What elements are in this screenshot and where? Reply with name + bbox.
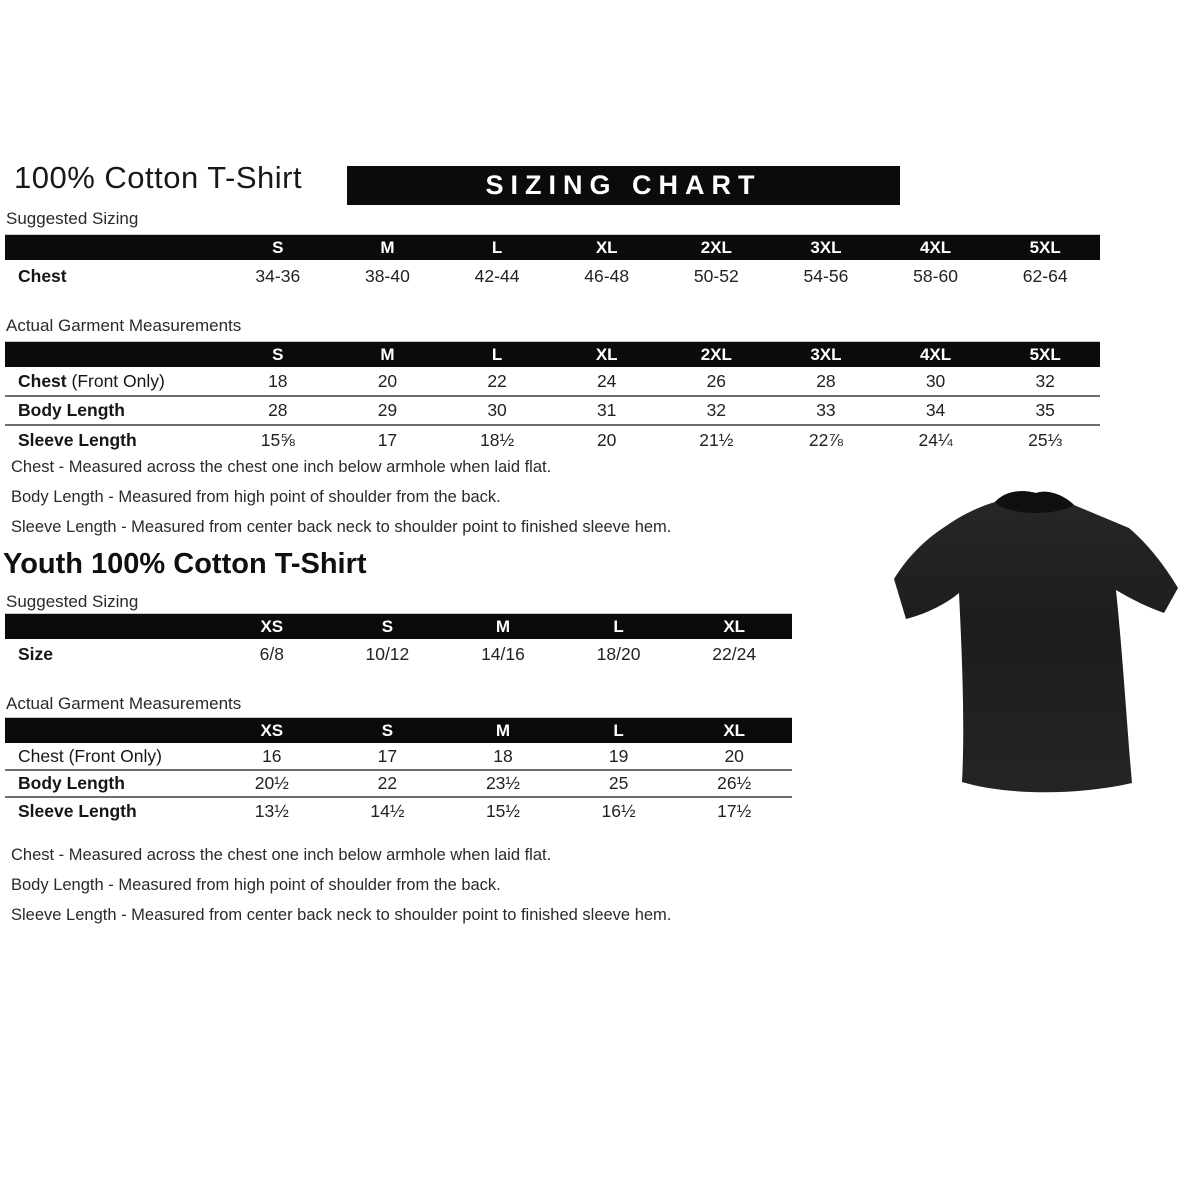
size-column-header: 5XL bbox=[990, 235, 1100, 261]
measurement-cell: 20 bbox=[552, 425, 662, 454]
size-column-header: XL bbox=[552, 235, 662, 261]
measurement-cell: 29 bbox=[333, 396, 443, 425]
size-column-header: 5XL bbox=[990, 342, 1100, 368]
measurement-cell: 18/20 bbox=[596, 644, 641, 664]
table-header-row bbox=[5, 342, 1100, 368]
table-corner-cell bbox=[5, 614, 214, 640]
row-label: Chest bbox=[18, 266, 67, 286]
measurement-cell: 26 bbox=[706, 370, 727, 391]
measurement-cell: 6/8 bbox=[259, 644, 284, 664]
table-row bbox=[5, 770, 792, 797]
measurement-cell: 10/12 bbox=[365, 644, 410, 664]
measurement-cell: 30 bbox=[925, 370, 946, 391]
size-column-header: S bbox=[223, 342, 333, 368]
row-label: Body Length bbox=[5, 396, 223, 425]
adult-measurement-notes bbox=[11, 452, 671, 542]
table-header-row bbox=[5, 235, 1100, 261]
row-label: Chest (Front Only) bbox=[18, 745, 162, 766]
note-line: Body Length - Measured from high point of shoulder from the back. bbox=[11, 876, 501, 894]
table-row bbox=[5, 367, 1100, 396]
tshirt-body bbox=[894, 491, 1178, 792]
youth-measurement-notes bbox=[11, 840, 671, 930]
measurement-cell: 20 bbox=[724, 745, 744, 766]
size-column-header: 3XL bbox=[771, 235, 881, 261]
measurement-cell: 23½ bbox=[445, 770, 561, 797]
size-column-header: 2XL bbox=[662, 342, 772, 368]
sizing-chart-banner: SIZING CHART bbox=[347, 166, 900, 205]
table-row bbox=[5, 260, 1100, 293]
youth-suggested-sizing-table bbox=[5, 613, 792, 670]
measurement-cell: 14½ bbox=[330, 797, 446, 824]
measurement-cell: 46-48 bbox=[584, 266, 630, 286]
youth-actual-measurements-label: Actual Garment Measurements bbox=[6, 694, 242, 713]
row-label: Body Length bbox=[5, 770, 214, 797]
size-column-header: XS bbox=[214, 614, 330, 640]
note-line: Chest - Measured across the chest one inch below armhole when laid flat. bbox=[11, 458, 552, 476]
size-column-header: S bbox=[330, 614, 446, 640]
measurement-cell: 50-52 bbox=[693, 266, 739, 286]
youth-actual-measurements-table bbox=[5, 717, 792, 824]
measurement-cell: 22/24 bbox=[712, 644, 757, 664]
measurement-cell: 34 bbox=[881, 396, 991, 425]
measurement-cell: 33 bbox=[771, 396, 881, 425]
measurement-cell: 14/16 bbox=[481, 644, 525, 664]
measurement-cell: 17 bbox=[377, 745, 398, 766]
measurement-cell: 22⅞ bbox=[771, 425, 881, 454]
measurement-cell: 13½ bbox=[214, 797, 330, 824]
measurement-cell: 42-44 bbox=[474, 266, 520, 286]
measurement-cell: 22 bbox=[487, 370, 507, 391]
adult-suggested-sizing-label: Suggested Sizing bbox=[6, 209, 139, 228]
page-title: 100% Cotton T-Shirt bbox=[14, 160, 303, 195]
measurement-cell: 38-40 bbox=[365, 266, 410, 286]
note-line: Chest - Measured across the chest one inch below armhole when laid flat. bbox=[11, 846, 552, 864]
size-column-header: M bbox=[333, 342, 443, 368]
size-column-header: M bbox=[445, 614, 561, 640]
size-column-header: 4XL bbox=[881, 342, 991, 368]
table-row bbox=[5, 639, 792, 670]
note-line: Sleeve Length - Measured from center back neck to shoulder point to finished sleeve hem. bbox=[11, 518, 672, 536]
note-line: Sleeve Length - Measured from center back neck to shoulder point to finished sleeve hem. bbox=[11, 906, 672, 924]
note-line: Body Length - Measured from high point of shoulder from the back. bbox=[11, 488, 501, 506]
size-column-header: XL bbox=[676, 718, 792, 744]
measurement-cell: 18 bbox=[268, 370, 288, 391]
size-column-header: 4XL bbox=[881, 235, 991, 261]
measurement-cell: 62-64 bbox=[1022, 266, 1068, 286]
size-column-header: S bbox=[223, 235, 333, 261]
measurement-cell: 35 bbox=[990, 396, 1100, 425]
measurement-cell: 20 bbox=[377, 370, 398, 391]
youth-suggested-sizing-label: Suggested Sizing bbox=[6, 592, 139, 611]
measurement-cell: 24¼ bbox=[881, 425, 991, 454]
measurement-cell: 22 bbox=[330, 770, 446, 797]
measurement-cell: 17½ bbox=[676, 797, 792, 824]
measurement-cell: 31 bbox=[552, 396, 662, 425]
size-column-header: XL bbox=[676, 614, 792, 640]
youth-section-title: Youth 100% Cotton T-Shirt bbox=[3, 548, 367, 580]
table-row bbox=[5, 425, 1100, 454]
measurement-cell: 28 bbox=[816, 370, 836, 391]
size-column-header: XS bbox=[214, 718, 330, 744]
measurement-cell: 32 bbox=[1035, 370, 1055, 391]
size-column-header: 3XL bbox=[771, 342, 881, 368]
adult-actual-measurements-table bbox=[5, 341, 1100, 454]
measurement-cell: 16 bbox=[262, 745, 282, 766]
size-column-header: L bbox=[442, 342, 552, 368]
size-column-header: L bbox=[442, 235, 552, 261]
measurement-cell: 34-36 bbox=[255, 266, 301, 286]
adult-actual-measurements-label: Actual Garment Measurements bbox=[6, 316, 242, 335]
row-label: Size bbox=[18, 644, 54, 664]
measurement-cell: 18 bbox=[493, 745, 513, 766]
table-corner-cell bbox=[5, 718, 214, 744]
measurement-cell: 24 bbox=[596, 370, 617, 391]
measurement-cell: 16½ bbox=[561, 797, 677, 824]
size-column-header: 2XL bbox=[662, 235, 772, 261]
measurement-cell: 19 bbox=[608, 745, 629, 766]
size-column-header: M bbox=[445, 718, 561, 744]
table-row bbox=[5, 797, 792, 824]
measurement-cell: 18½ bbox=[442, 425, 552, 454]
adult-suggested-sizing-table bbox=[5, 234, 1100, 293]
size-column-header: L bbox=[561, 614, 677, 640]
measurement-cell: 54-56 bbox=[803, 266, 849, 286]
table-corner-cell bbox=[5, 235, 223, 261]
measurement-cell: 25 bbox=[561, 770, 677, 797]
measurement-cell: 28 bbox=[223, 396, 333, 425]
size-column-header: S bbox=[330, 718, 446, 744]
black-tshirt-image bbox=[885, 480, 1187, 805]
measurement-cell: 15½ bbox=[445, 797, 561, 824]
table-row bbox=[5, 396, 1100, 425]
row-label: Sleeve Length bbox=[5, 425, 223, 454]
measurement-cell: 21½ bbox=[662, 425, 772, 454]
measurement-cell: 58-60 bbox=[913, 266, 958, 286]
measurement-cell: 15⅝ bbox=[223, 425, 333, 454]
table-row bbox=[5, 743, 792, 770]
table-corner-cell bbox=[5, 342, 223, 368]
table-header-row bbox=[5, 614, 792, 640]
table-header-row bbox=[5, 718, 792, 744]
measurement-cell: 25⅓ bbox=[990, 425, 1100, 454]
measurement-cell: 26½ bbox=[676, 770, 792, 797]
measurement-cell: 30 bbox=[442, 396, 552, 425]
size-column-header: L bbox=[561, 718, 677, 744]
measurement-cell: 32 bbox=[662, 396, 772, 425]
measurement-cell: 20½ bbox=[214, 770, 330, 797]
row-label: Chest (Front Only) bbox=[18, 370, 165, 391]
size-column-header: M bbox=[333, 235, 443, 261]
size-column-header: XL bbox=[552, 342, 662, 368]
row-label: Sleeve Length bbox=[5, 797, 214, 824]
measurement-cell: 17 bbox=[333, 425, 443, 454]
